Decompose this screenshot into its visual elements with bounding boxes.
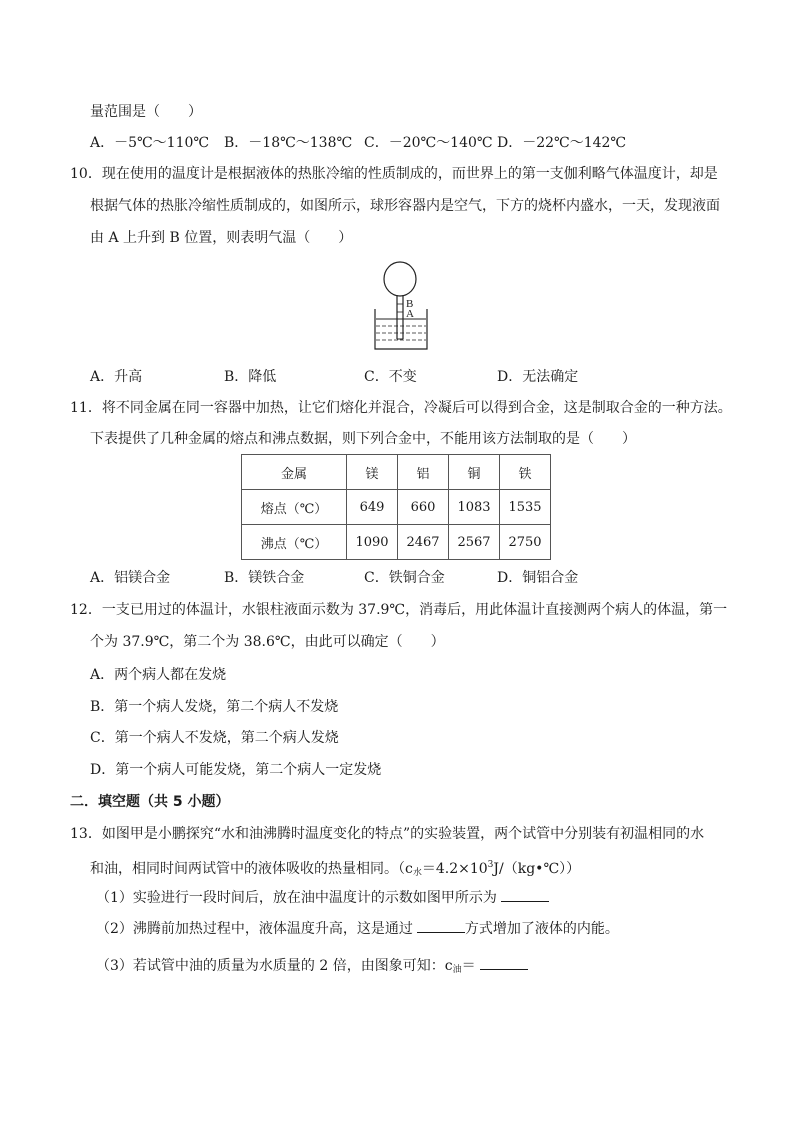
table-cell: 2750 [500,525,551,560]
q9-option-d: D．－22℃～142℃ [497,135,627,151]
table-cell: 熔点（℃） [242,490,347,525]
metal-properties-table [241,454,551,560]
table-cell: 铜 [449,455,500,490]
q13-line-2 [90,855,580,883]
q13-sub-3-text-b: ＝ [461,958,476,974]
q10-line-3: 由 A 上升到 B 位置，则表明气温（ ） [90,230,353,246]
q13-sub-1-text: （1）实验进行一段时间后，放在油中温度计的示数如图甲所示为 [96,890,497,906]
q13-line-1: 13．如图甲是小鹏探究“水和油沸腾时温度变化的特点”的实验装置，两个试管中分别装有初温相同的水 [70,826,705,842]
q10-option-b: B．降低 [224,369,277,385]
q13-line-2-text-b: ＝4.2×10 [421,861,488,877]
table-cell: 2467 [398,525,449,560]
q13-line-2-text-a: 和油，相同时间两试管中的液体吸收的热量相同。（c [90,861,413,877]
answer-blank-1[interactable] [501,887,549,902]
table-cell: 金属 [242,455,347,490]
table-cell: 镁 [347,455,398,490]
q12-option-d: D．第一个病人可能发烧，第二个病人一定发烧 [90,762,382,778]
table-cell: 1083 [449,490,500,525]
beaker [375,309,427,349]
q12-line-2: 个为 37.9℃，第二个为 38.6℃，由此可以确定（ ） [90,634,445,650]
section-heading-fill-in: 二．填空题（共 5 小题） [70,794,230,810]
q11-line-1: 11．将不同金属在同一容器中加热，让它们熔化并混合，冷凝后可以得到合金，这是制取合金的一种方法。 [70,400,732,416]
table-cell: 铁 [500,455,551,490]
table-cell: 2567 [449,525,500,560]
q11-option-b: B．镁铁合金 [224,570,305,586]
table-row [242,525,551,560]
table-cell: 660 [398,490,449,525]
q9-option-b: B．－18℃～138℃ [224,135,353,151]
q10-option-a: A．升高 [90,369,143,385]
table-row [242,490,551,525]
q9-continuation: 量范围是（ ） [90,104,202,120]
air-bulb [384,262,416,296]
galileo-thermometer-figure [370,259,432,351]
table-cell: 1535 [500,490,551,525]
q11-option-c: C．铁铜合金 [364,570,445,586]
q11-option-d: D．铜铝合金 [497,570,579,586]
q11-line-2: 下表提供了几种金属的熔点和沸点数据，则下列合金中，不能用该方法制取的是（ ） [90,431,636,447]
q10-line-2: 根据气体的热胀冷缩性质制成的，如图所示，球形容器内是空气，下方的烧杯内盛水，一天，发现液面 [90,198,720,214]
q10-line-1: 10．现在使用的温度计是根据液体的热胀冷缩的性质制成的，而世界上的第一支伽利略气体温度计，却是 [70,166,718,182]
table-cell: 649 [347,490,398,525]
answer-blank-3[interactable] [480,955,528,970]
water-subscript: 水 [412,868,422,878]
table-cell: 沸点（℃） [242,525,347,560]
q13-sub-3 [96,955,528,980]
q10-option-c: C．不变 [364,369,417,385]
exponent-superscript: 3 [487,860,494,870]
q12-option-a: A．两个病人都在发烧 [90,667,227,683]
q13-sub-2-text-b: 方式增加了液体的内能。 [464,921,619,937]
label-b: B [406,298,414,310]
q9-option-a: A．－5℃～110℃ [90,135,210,151]
q11-option-a: A．铝镁合金 [90,570,171,586]
q12-option-c: C．第一个病人不发烧，第二个病人发烧 [90,730,339,746]
answer-blank-2[interactable] [417,918,465,933]
oil-subscript: 油 [452,965,462,975]
q13-sub-2-text-a: （2）沸腾前加热过程中，液体温度升高，这是通过 [96,921,413,937]
q10-option-d: D．无法确定 [497,369,579,385]
label-a: A [406,308,414,320]
q13-sub-2 [96,918,619,939]
q12-option-b: B．第一个病人发烧，第二个病人不发烧 [90,699,339,715]
q13-sub-1 [96,887,549,908]
q13-sub-3-text-a: （3）若试管中油的质量为水质量的 2 倍，由图象可知：c [96,958,453,974]
table-cell: 铝 [398,455,449,490]
q13-line-2-text-c: J/（kg•℃）） [493,861,581,877]
table-cell: 1090 [347,525,398,560]
table-header-row [242,455,551,490]
q9-option-c: C．－20℃～140℃ [364,135,493,151]
q12-line-1: 12．一支已用过的体温计，水银柱液面示数为 37.9℃，消毒后，用此体温计直接测两个病人的体温，第一 [70,602,728,618]
